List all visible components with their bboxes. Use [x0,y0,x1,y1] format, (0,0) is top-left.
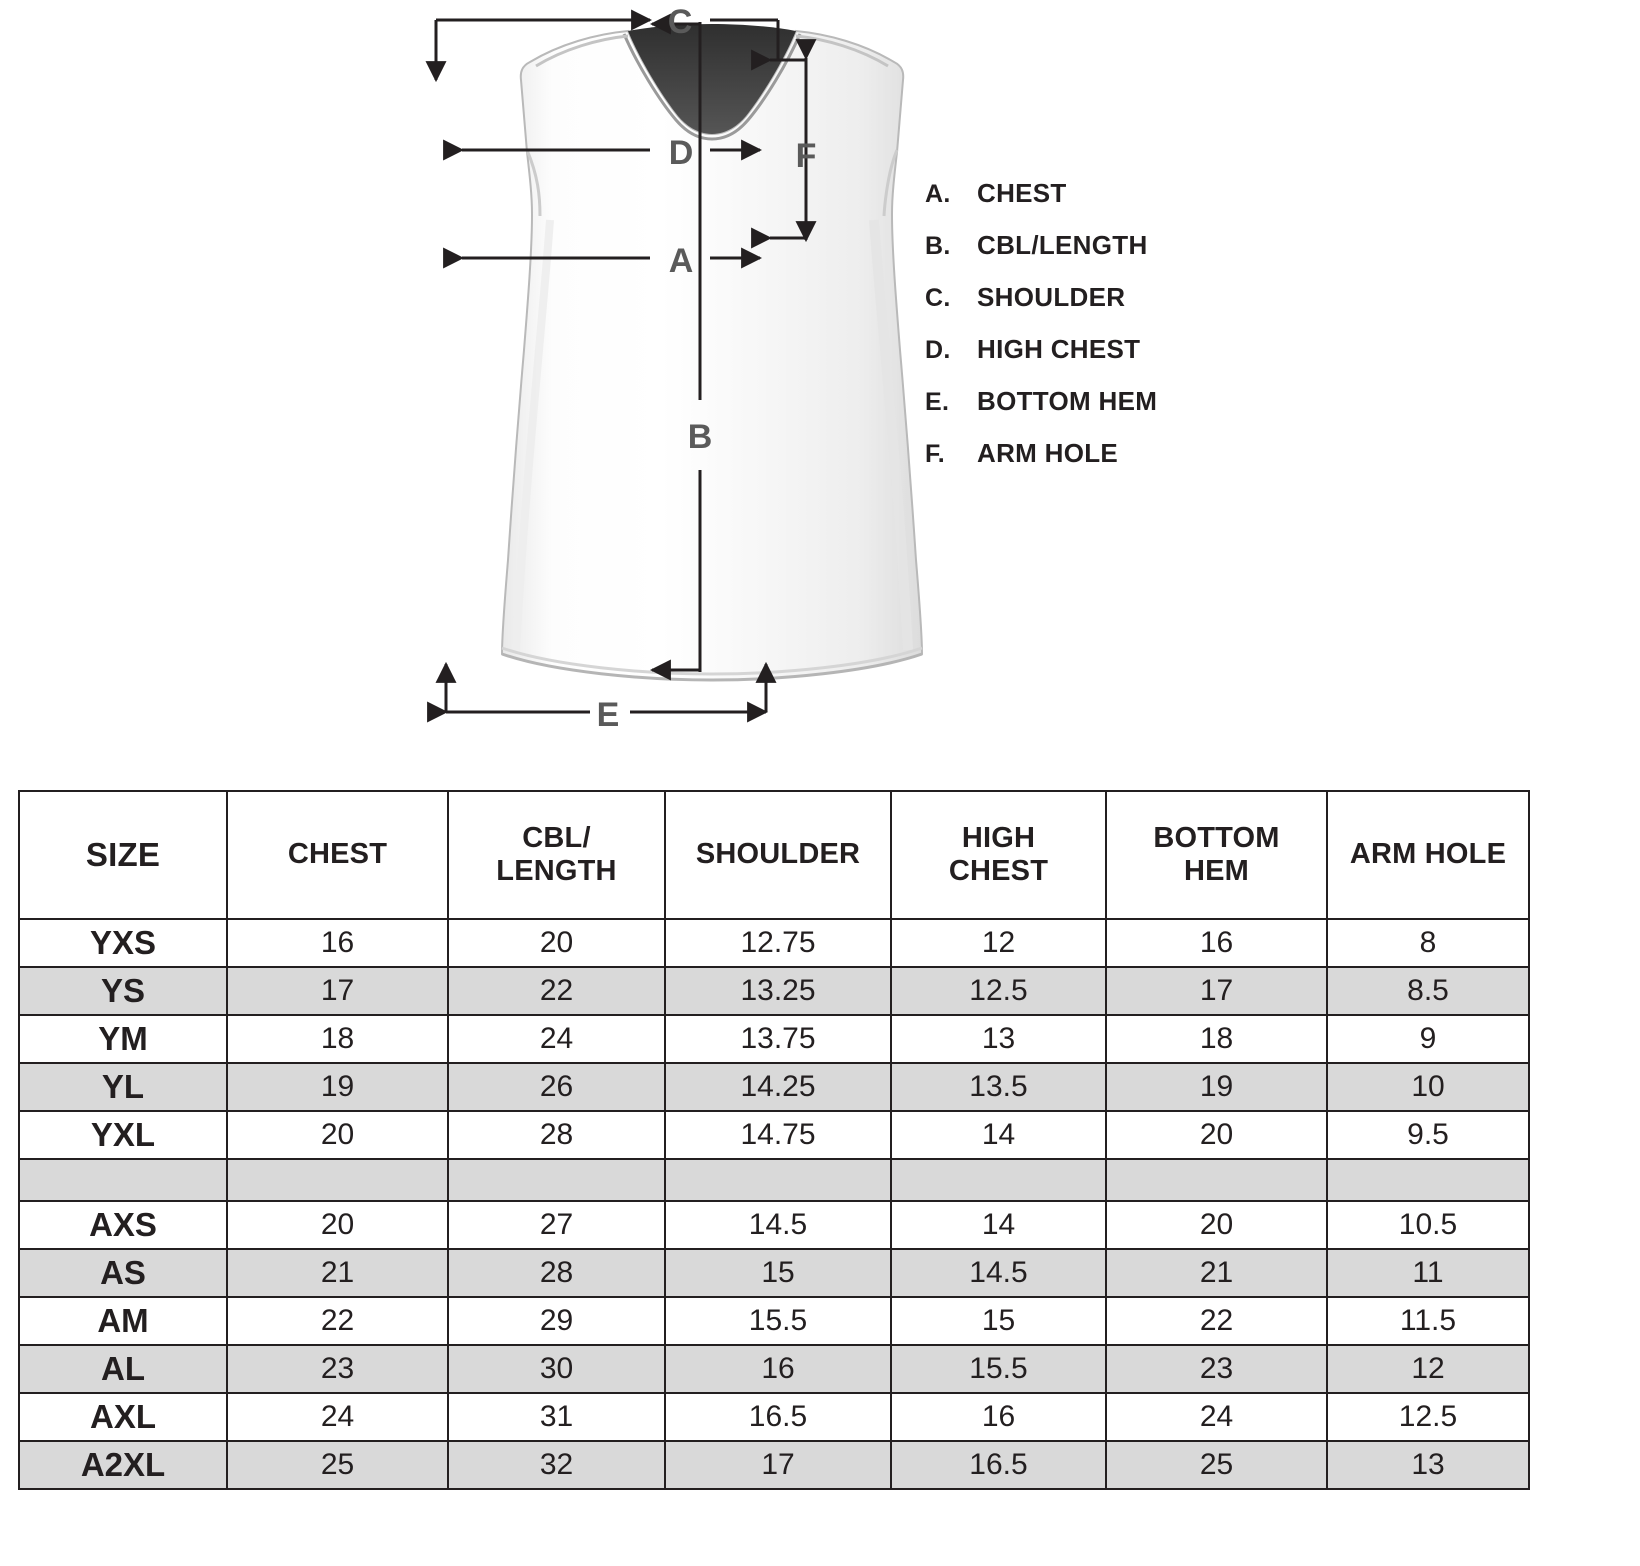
table-cell-value: 20 [448,919,665,967]
legend-item-shoulder [925,282,1485,313]
table-cell-value: 28 [448,1249,665,1297]
table-row [19,1063,1529,1111]
table-cell-size: AM [19,1297,227,1345]
table-cell-size: AXS [19,1201,227,1249]
table-cell-size: A2XL [19,1441,227,1489]
column-header-bottom-hem [1106,791,1327,919]
table-cell-value: 24 [227,1393,448,1441]
legend-letter: E. [925,388,950,416]
table-cell-size: AS [19,1249,227,1297]
table-cell-value: 28 [448,1111,665,1159]
table-row [19,1111,1529,1159]
legend-label: HIGH CHEST [977,334,1141,364]
table-row [19,1441,1529,1489]
table-cell-value: 14.25 [665,1063,891,1111]
marker-d: D [668,134,694,172]
table-cell-value: 18 [227,1015,448,1063]
table-row [19,1249,1529,1297]
table-row [19,1393,1529,1441]
table-header [19,791,1529,919]
table-cell-value: 14 [891,1201,1106,1249]
marker-a: A [668,242,694,280]
table-cell-size: YXL [19,1111,227,1159]
table-cell-value: 16 [891,1393,1106,1441]
table-cell-size: YL [19,1063,227,1111]
legend-letter: A. [925,180,951,208]
column-header-shoulder [665,791,891,919]
table-cell-value: 8 [1327,919,1529,967]
table-cell-value: 16.5 [891,1441,1106,1489]
column-header-text-2: LENGTH [496,855,617,887]
column-header-text: SIZE [85,836,161,874]
legend-item-high-chest [925,334,1485,365]
column-header-text: CHEST [287,838,388,871]
table-cell-value: 16 [1106,919,1327,967]
table-cell-value: 19 [1106,1063,1327,1111]
table-cell-value: 15.5 [891,1345,1106,1393]
legend-label: CHEST [977,178,1067,208]
table-cell-value: 23 [227,1345,448,1393]
table-cell-empty [448,1159,665,1201]
table-cell-value: 9.5 [1327,1111,1529,1159]
table-cell-value: 30 [448,1345,665,1393]
table-cell-size: AL [19,1345,227,1393]
table-row [19,919,1529,967]
table-cell-value: 20 [1106,1111,1327,1159]
table-cell-value: 16 [227,919,448,967]
legend-letter: D. [925,336,951,364]
table-cell-value: 17 [227,967,448,1015]
table-cell-value: 11 [1327,1249,1529,1297]
column-header-arm-hole [1327,791,1529,919]
table-cell-value: 8.5 [1327,967,1529,1015]
table-cell-empty [227,1159,448,1201]
column-header-chest [227,791,448,919]
table-cell-value: 12.5 [1327,1393,1529,1441]
column-header-size [19,791,227,919]
table-row [19,1201,1529,1249]
table-cell-value: 18 [1106,1015,1327,1063]
legend-list [925,178,1485,490]
legend-item-arm-hole [925,438,1485,469]
table-cell-value: 21 [227,1249,448,1297]
table-cell-value: 25 [227,1441,448,1489]
legend-label: CBL/LENGTH [977,230,1148,260]
marker-c: C [667,3,693,41]
table-cell-value: 25 [1106,1441,1327,1489]
table-cell-value: 14 [891,1111,1106,1159]
legend-letter: C. [925,284,951,312]
table-cell-value: 16.5 [665,1393,891,1441]
legend-item-bottom-hem [925,386,1485,417]
table-cell-value: 13 [1327,1441,1529,1489]
column-header-text-2: HEM [1183,855,1250,887]
size-chart-table [18,790,1530,1490]
table-cell-value: 22 [1106,1297,1327,1345]
column-header-text-2: CHEST [948,855,1049,887]
table-cell-value: 12.5 [891,967,1106,1015]
table-cell-value: 17 [665,1441,891,1489]
table-cell-value: 14.75 [665,1111,891,1159]
column-header-text: HIGH [961,821,1036,854]
table-cell-value: 29 [448,1297,665,1345]
table-cell-value: 19 [227,1063,448,1111]
table-cell-size: YM [19,1015,227,1063]
column-header-text: BOTTOM [1153,821,1280,854]
table-cell-value: 23 [1106,1345,1327,1393]
table-cell-value: 13.75 [665,1015,891,1063]
legend-label: ARM HOLE [977,438,1119,468]
table-cell-value: 24 [448,1015,665,1063]
table-cell-value: 13.25 [665,967,891,1015]
marker-e: E [596,696,620,734]
table-cell-value: 13.5 [891,1063,1106,1111]
table-cell-value: 14.5 [891,1249,1106,1297]
table-cell-empty [891,1159,1106,1201]
table-header-row [19,791,1529,919]
jersey-shape [502,24,922,680]
table-cell-value: 15 [665,1249,891,1297]
column-header-cbl-length [448,791,665,919]
table-row [19,1345,1529,1393]
table-row [19,1015,1529,1063]
table-cell-value: 32 [448,1441,665,1489]
table-cell-value: 22 [227,1297,448,1345]
table-cell-value: 20 [1106,1201,1327,1249]
table-cell-value: 14.5 [665,1201,891,1249]
table-cell-value: 12.75 [665,919,891,967]
table-cell-size: AXL [19,1393,227,1441]
column-header-high-chest [891,791,1106,919]
table-cell-empty [665,1159,891,1201]
legend-item-cbl-length [925,230,1485,261]
marker-b: B [687,418,713,456]
table-cell-value: 9 [1327,1015,1529,1063]
table-cell-value: 31 [448,1393,665,1441]
table-cell-value: 21 [1106,1249,1327,1297]
table-cell-value: 12 [891,919,1106,967]
legend-letter: F. [925,440,946,468]
table-spacer-row [19,1159,1529,1201]
table-cell-value: 20 [227,1201,448,1249]
table-cell-empty [19,1159,227,1201]
table-cell-value: 27 [448,1201,665,1249]
table-cell-value: 24 [1106,1393,1327,1441]
legend-label: BOTTOM HEM [977,386,1158,416]
column-header-text: ARM HOLE [1349,838,1507,871]
column-header-text: CBL/ [522,821,591,854]
marker-f: F [795,137,817,175]
table-cell-value: 12 [1327,1345,1529,1393]
legend-label: SHOULDER [977,282,1126,312]
table-cell-value: 15 [891,1297,1106,1345]
table-cell-size: YS [19,967,227,1015]
table-cell-empty [1327,1159,1529,1201]
table-cell-value: 11.5 [1327,1297,1529,1345]
table-cell-value: 26 [448,1063,665,1111]
table-cell-size: YXS [19,919,227,967]
column-header-text: SHOULDER [695,838,861,871]
table-cell-value: 16 [665,1345,891,1393]
table-cell-value: 17 [1106,967,1327,1015]
legend-letter: B. [925,232,951,260]
legend-item-chest [925,178,1485,209]
table-cell-value: 22 [448,967,665,1015]
table-cell-value: 10 [1327,1063,1529,1111]
table-cell-value: 13 [891,1015,1106,1063]
table-cell-value: 15.5 [665,1297,891,1345]
table-cell-value: 20 [227,1111,448,1159]
table-row [19,1297,1529,1345]
table-body [19,919,1529,1489]
table-row [19,967,1529,1015]
table-cell-empty [1106,1159,1327,1201]
table-cell-value: 10.5 [1327,1201,1529,1249]
